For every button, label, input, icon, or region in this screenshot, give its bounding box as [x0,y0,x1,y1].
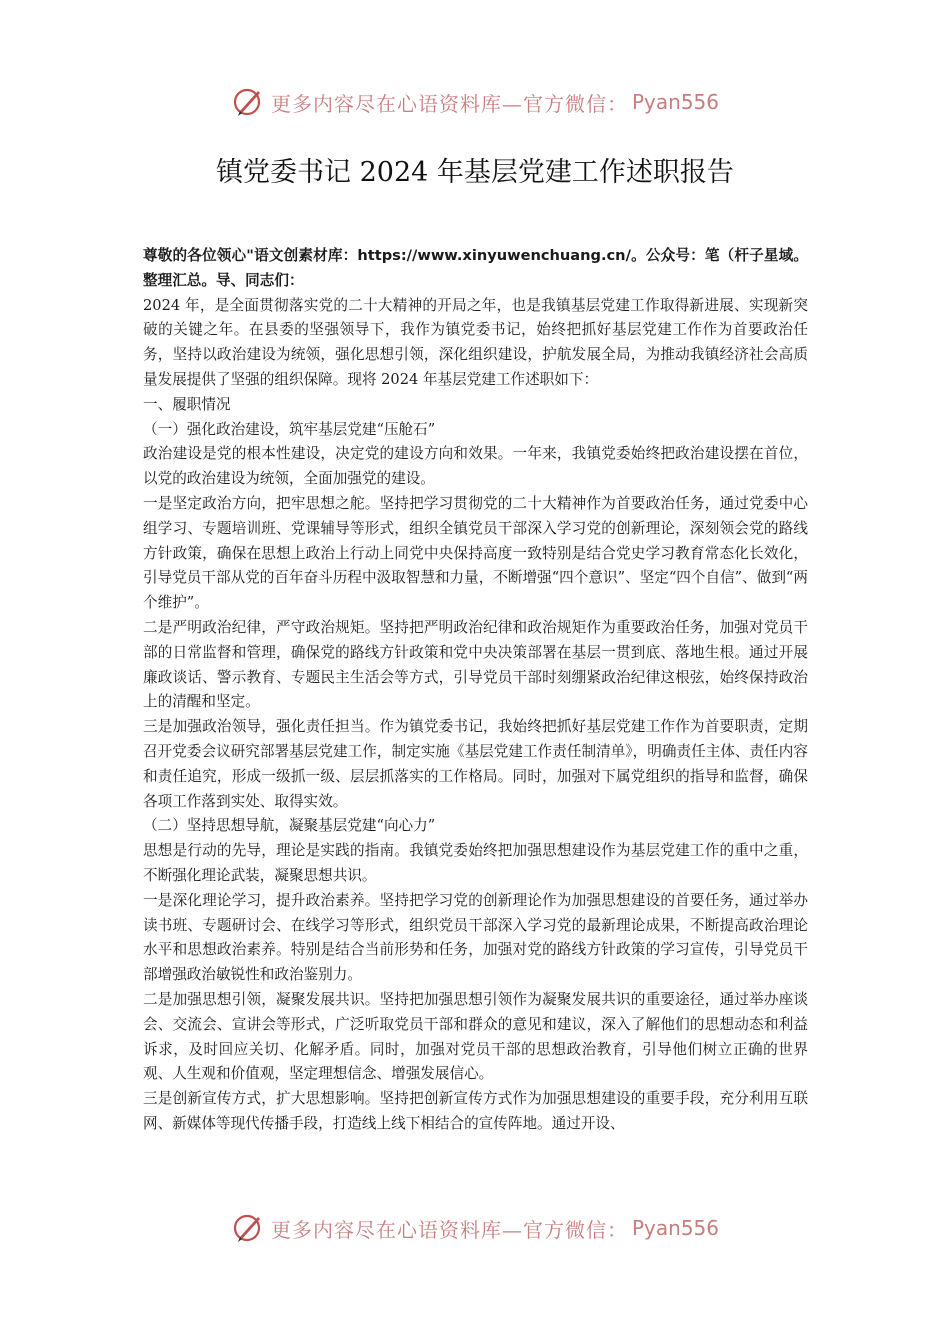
document-title: 镇党委书记 2024 年基层党建工作述职报告 [216,157,734,188]
body-paragraph: 思想是行动的先导，理论是实践的指南。我镇党委始终把加强思想建设作为基层党建工作的重中之重，不断强化理论武装，凝聚思想共识。 [143,842,808,884]
banner-text: 更多内容尽在心语资料库—官方微信： [270,1217,628,1242]
subsection-heading: （一）强化政治建设，筑牢基层党建“压舱石” [143,420,436,438]
banner-wechat-id: Pyan556 [631,90,719,114]
body-paragraph: 一是坚定政治方向，把牢思想之舵。坚持把学习贯彻党的二十大精神作为首要政治任务，通过党委中心组学习、专题培训班、党课辅导等形式，组织全镇党员干部深入学习党的创新理论，深刻领会党的路线方针政策，确保在思想上政治上行动上同党中央保持高度一致特别是结合党史学习教育常态化长效化，引导党员干部从党的百年奋斗历程中汲取智慧和力量，不断增强“四个意识”、坚定“四个自信”、做到“两个维护”。 [143,494,808,612]
banner-text: 更多内容尽在心语资料库—官方微信： [270,91,628,116]
body-paragraph: 二是严明政治纪律，严守政治规矩。坚持把严明政治纪律和政治规矩作为重要政治任务，加强对党员干部的日常监督和管理，确保党的路线方针政策和党中央决策部署在基层一贯到底、落地生根。通过开展廉政谈话、警示教育、专题民主生活会等方式，引导党员干部时刻绷紧政治纪律这根弦，始终保持政治上的清醒和坚定。 [143,618,808,711]
body-paragraph: 三是创新宣传方式，扩大思想影响。坚持把创新宣传方式作为加强思想建设的重要手段，充分利用互联网、新媒体等现代传播手段，打造线上线下相结合的宣传阵地。通过开设、 [143,1090,808,1132]
subsection-heading: （二）坚持思想导航，凝聚基层党建“向心力” [143,817,436,835]
body-paragraph: 一是深化理论学习，提升政治素养。坚持把学习党的创新理论作为加强思想建设的首要任务，通过举办读书班、专题研讨会、在线学习等形式，组织党员干部深入学习党的最新理论成果，不断提高政治理论水平和思想政治素养。特别是结合当前形势和任务，加强对党的路线方针政策的学习宣传，引导党员干部增强政治敏锐性和政治鉴别力。 [143,891,808,984]
pen-logo-icon [231,1211,265,1245]
banner-wechat-id: Pyan556 [631,1216,719,1240]
greeting-paragraph: 尊敬的各位领心"语文创素材库：https://www.xinyuwenchuang.cn/。公众号：笔（杆子星域。整理汇总。导、同志们： [143,247,808,289]
body-paragraph: 政治建设是党的根本性建设，决定党的建设方向和效果。一年来，我镇党委始终把政治建设摆在首位，以党的政治建设为统领，全面加强党的建设。 [143,445,808,488]
pen-logo-icon [231,85,265,119]
document-body [143,244,808,1137]
intro-paragraph: 2024 年，是全面贯彻落实党的二十大精神的开局之年，也是我镇基层党建工作取得新进展、实现新突破的关键之年。在县委的坚强领导下，我作为镇党委书记，始终把抓好基层党建工作作为首要政治任务，坚持以政治建设为统领，强化思想引领，深化组织建设，护航发展全局，为推动我镇经济社会高质量发展提供了坚强的组织保障。现将 2024 年基层党建工作述职如下： [143,296,808,388]
body-paragraph: 二是加强思想引领，凝聚发展共识。坚持把加强思想引领作为凝聚发展共识的重要途径，通过举办座谈会、交流会、宣讲会等形式，广泛听取党员干部和群众的意见和建议，深入了解他们的思想动态和利益诉求，及时回应关切、化解矛盾。同时，加强对党员干部的思想政治教育，引导他们树立正确的世界观、人生观和价值观，坚定理想信念、增强发展信心。 [143,990,808,1083]
section-heading: 一、履职情况 [143,395,231,413]
footer-banner [0,1208,950,1248]
header-banner [0,82,950,122]
body-paragraph: 三是加强政治领导，强化责任担当。作为镇党委书记，我始终把抓好基层党建工作作为首要职责，定期召开党委会议研究部署基层党建工作，制定实施《基层党建工作责任制清单》，明确责任主体、责任内容和责任追究，形成一级抓一级、层层抓落实的工作格局。同时，加强对下属党组织的指导和监督，确保各项工作落到实处、取得实效。 [143,718,808,810]
